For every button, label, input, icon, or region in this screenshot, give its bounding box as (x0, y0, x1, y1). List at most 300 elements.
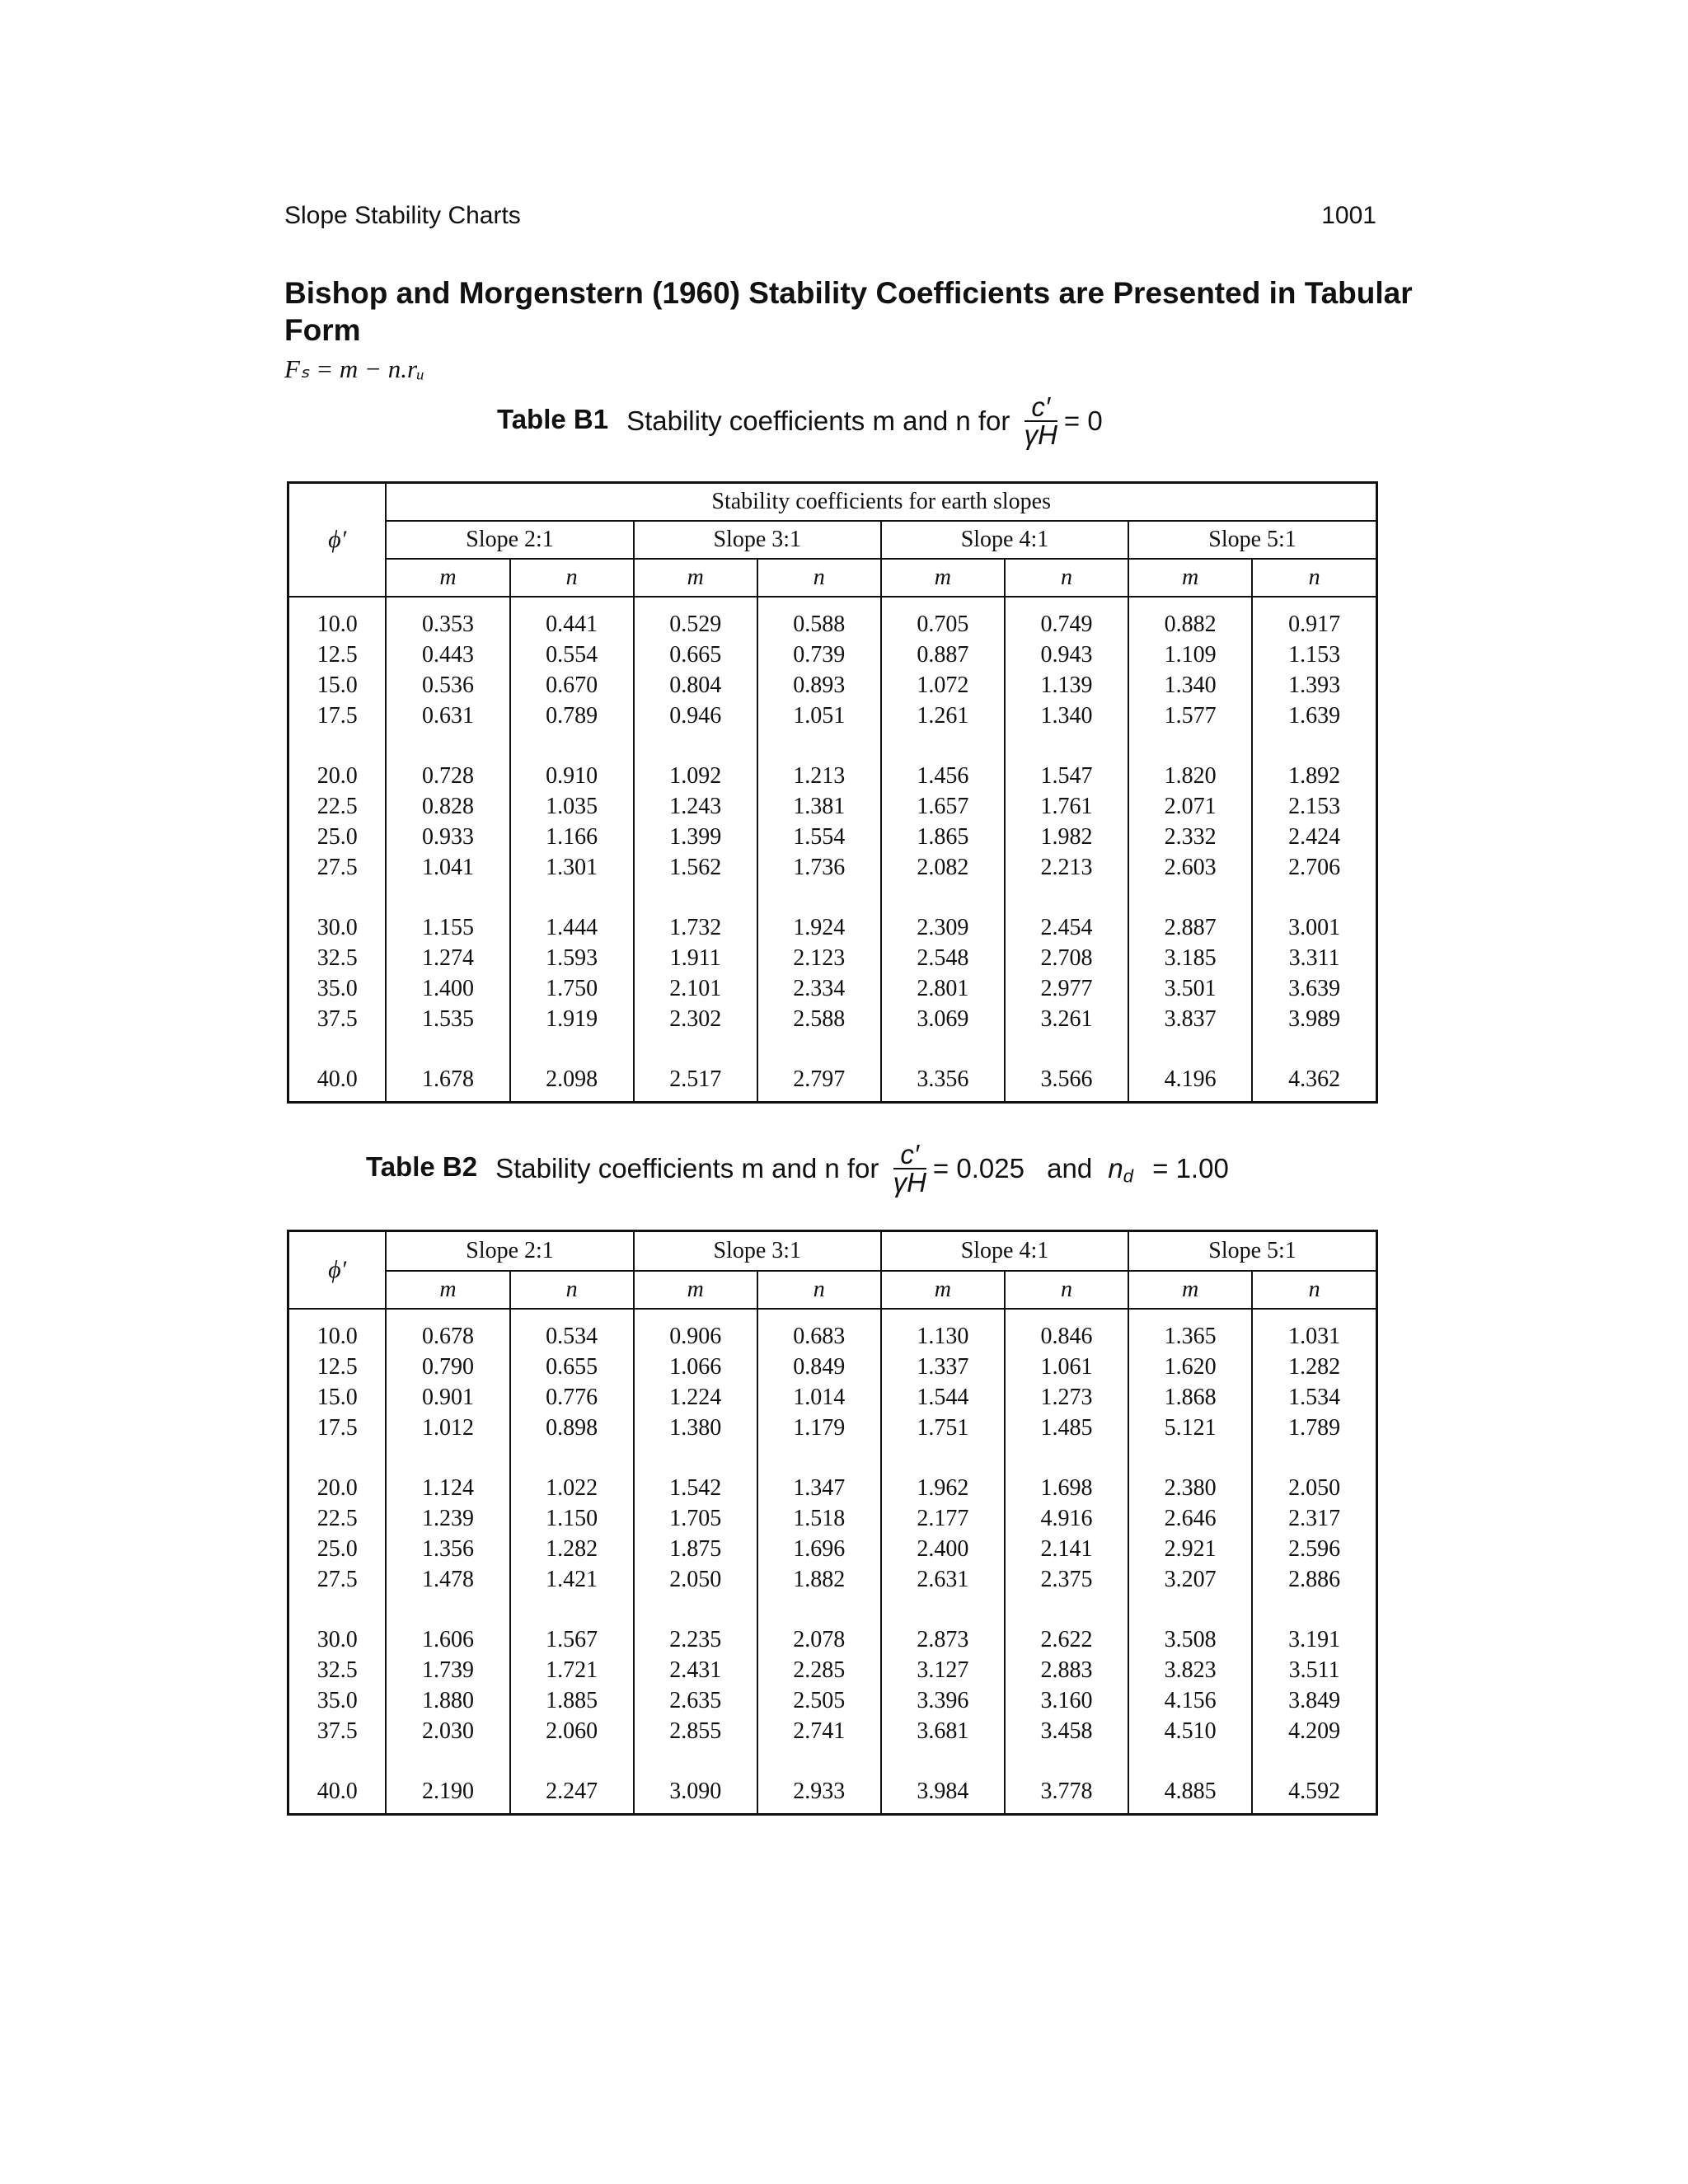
table-b2-label: Table B2 (366, 1151, 478, 1182)
n-cell: 1.485 (1005, 1413, 1128, 1443)
n-cell: 2.596 (1252, 1534, 1376, 1564)
n-cell: 0.910 (510, 731, 634, 791)
n-header: n (510, 559, 634, 597)
n-cell: 2.334 (757, 973, 881, 1004)
m-cell: 0.631 (386, 701, 509, 731)
n-cell: 2.060 (510, 1716, 634, 1746)
n-cell: 2.977 (1005, 973, 1128, 1004)
phi-cell: 15.0 (288, 670, 387, 701)
n-cell: 2.741 (757, 1716, 881, 1746)
n-cell: 2.424 (1252, 822, 1376, 852)
m-cell: 1.012 (386, 1413, 509, 1443)
n-header: n (1252, 559, 1376, 597)
slope-header: Slope 4:1 (881, 521, 1128, 559)
m-cell: 1.243 (634, 791, 757, 822)
table-row (288, 1309, 1377, 1352)
m-cell: 0.933 (386, 822, 509, 852)
running-header (284, 202, 1376, 230)
fraction-denominator: γH (893, 1167, 926, 1197)
m-cell: 2.855 (634, 1716, 757, 1746)
m-cell: 3.501 (1128, 973, 1252, 1004)
m-cell: 1.880 (386, 1685, 509, 1716)
m-cell: 3.356 (881, 1034, 1005, 1103)
m-cell: 2.646 (1128, 1503, 1252, 1534)
m-cell: 0.665 (634, 640, 757, 670)
table-row (288, 791, 1377, 822)
n-cell: 3.458 (1005, 1716, 1128, 1746)
phi-cell: 40.0 (288, 1746, 387, 1815)
n-cell: 0.588 (757, 597, 881, 640)
phi-cell: 35.0 (288, 973, 387, 1004)
n-header: n (757, 559, 881, 597)
table-row (288, 1685, 1377, 1716)
n-cell: 1.639 (1252, 701, 1376, 731)
m-cell: 2.431 (634, 1655, 757, 1685)
n-cell: 1.153 (1252, 640, 1376, 670)
table-row (288, 1443, 1377, 1503)
m-cell: 0.705 (881, 597, 1005, 640)
table-b2-caption-tail: = 0.025 (932, 1153, 1025, 1183)
n-cell: 0.534 (510, 1309, 634, 1352)
m-cell: 2.050 (634, 1564, 757, 1595)
n-cell: 1.982 (1005, 822, 1128, 852)
phi-cell: 20.0 (288, 731, 387, 791)
section-heading: Bishop and Morgenstern (1960) Stability Coefficients are Presented in Tabular Form (284, 276, 1413, 347)
table-b1-label: Table B1 (497, 403, 609, 434)
table-b2-body (288, 1309, 1377, 1815)
m-cell: 1.875 (634, 1534, 757, 1564)
m-cell: 1.732 (634, 883, 757, 943)
table-row (288, 1503, 1377, 1534)
n-cell: 2.153 (1252, 791, 1376, 822)
n-header: n (757, 1271, 881, 1309)
phi-cell: 27.5 (288, 852, 387, 883)
m-header: m (881, 1271, 1005, 1309)
n-cell: 1.518 (757, 1503, 881, 1534)
table-b1-caption-text: Stability coefficients m and n for (626, 405, 1010, 436)
m-header: m (1128, 1271, 1252, 1309)
n-cell: 0.739 (757, 640, 881, 670)
n-cell: 2.247 (510, 1746, 634, 1815)
n-cell: 1.698 (1005, 1443, 1128, 1503)
n-cell: 0.670 (510, 670, 634, 701)
m-cell: 0.678 (386, 1309, 509, 1352)
table-b1-fraction (1024, 391, 1057, 450)
m-cell: 0.536 (386, 670, 509, 701)
n-cell: 3.511 (1252, 1655, 1376, 1685)
m-cell: 1.739 (386, 1655, 509, 1685)
n-header: n (1005, 559, 1128, 597)
n-cell: 0.898 (510, 1413, 634, 1443)
m-cell: 4.885 (1128, 1746, 1252, 1815)
m-cell: 1.155 (386, 883, 509, 943)
phi-cell: 27.5 (288, 1564, 387, 1595)
m-cell: 2.603 (1128, 852, 1252, 883)
m-cell: 1.340 (1128, 670, 1252, 701)
m-cell: 1.705 (634, 1503, 757, 1534)
n-cell: 0.789 (510, 701, 634, 731)
m-cell: 2.030 (386, 1716, 509, 1746)
m-cell: 1.109 (1128, 640, 1252, 670)
n-cell: 3.191 (1252, 1595, 1376, 1655)
n-cell: 1.061 (1005, 1352, 1128, 1382)
m-cell: 0.906 (634, 1309, 757, 1352)
slope-header: Slope 2:1 (386, 1231, 633, 1272)
n-cell: 1.393 (1252, 670, 1376, 701)
m-cell: 1.865 (881, 822, 1005, 852)
n-cell: 0.749 (1005, 597, 1128, 640)
page-number: 1001 (1321, 202, 1376, 229)
m-cell: 0.882 (1128, 597, 1252, 640)
m-header: m (386, 559, 509, 597)
n-cell: 1.179 (757, 1413, 881, 1443)
m-cell: 1.337 (881, 1352, 1005, 1382)
running-title: Slope Stability Charts (284, 202, 521, 229)
m-cell: 3.837 (1128, 1004, 1252, 1034)
group-header: Stability coefficients for earth slopes (386, 483, 1376, 522)
m-cell: 3.185 (1128, 943, 1252, 973)
phi-cell: 30.0 (288, 1595, 387, 1655)
slope-header: Slope 5:1 (1128, 521, 1376, 559)
n-cell: 3.160 (1005, 1685, 1128, 1716)
table-row (288, 1746, 1377, 1815)
n-cell: 1.139 (1005, 670, 1128, 701)
n-cell: 2.505 (757, 1685, 881, 1716)
phi-cell: 15.0 (288, 1382, 387, 1413)
n-cell: 2.317 (1252, 1503, 1376, 1534)
n-cell: 1.696 (757, 1534, 881, 1564)
table-row (288, 701, 1377, 731)
table-b2-caption-and: and (1047, 1153, 1093, 1183)
m-cell: 1.606 (386, 1595, 509, 1655)
n-cell: 1.150 (510, 1503, 634, 1534)
m-cell: 2.190 (386, 1746, 509, 1815)
n-header: n (1005, 1271, 1128, 1309)
m-cell: 3.090 (634, 1746, 757, 1815)
n-cell: 0.683 (757, 1309, 881, 1352)
n-cell: 0.893 (757, 670, 881, 701)
table-row (288, 883, 1377, 943)
m-header: m (634, 559, 757, 597)
table-row (288, 1004, 1377, 1034)
n-cell: 2.050 (1252, 1443, 1376, 1503)
m-cell: 3.508 (1128, 1595, 1252, 1655)
n-cell: 2.078 (757, 1595, 881, 1655)
n-cell: 3.261 (1005, 1004, 1128, 1034)
n-cell: 1.721 (510, 1655, 634, 1685)
m-cell: 0.790 (386, 1352, 509, 1382)
m-cell: 2.302 (634, 1004, 757, 1034)
m-cell: 1.399 (634, 822, 757, 852)
table-row (288, 640, 1377, 670)
n-cell: 4.916 (1005, 1503, 1128, 1534)
table-row (288, 973, 1377, 1004)
n-cell: 0.943 (1005, 640, 1128, 670)
m-cell: 0.887 (881, 640, 1005, 670)
n-cell: 1.444 (510, 883, 634, 943)
m-cell: 0.946 (634, 701, 757, 731)
m-cell: 1.092 (634, 731, 757, 791)
n-cell: 1.534 (1252, 1382, 1376, 1413)
m-cell: 2.332 (1128, 822, 1252, 852)
slope-header: Slope 5:1 (1128, 1231, 1376, 1272)
table-b1-body (288, 597, 1377, 1103)
n-cell: 2.213 (1005, 852, 1128, 883)
m-cell: 0.529 (634, 597, 757, 640)
m-cell: 1.542 (634, 1443, 757, 1503)
table-row (288, 852, 1377, 883)
m-cell: 2.177 (881, 1503, 1005, 1534)
slope-header: Slope 4:1 (881, 1231, 1128, 1272)
m-cell: 4.156 (1128, 1685, 1252, 1716)
n-cell: 3.639 (1252, 973, 1376, 1004)
table-row (288, 1382, 1377, 1413)
phi-cell: 32.5 (288, 1655, 387, 1685)
table-row (288, 943, 1377, 973)
m-header: m (881, 559, 1005, 597)
m-cell: 1.400 (386, 973, 509, 1004)
m-cell: 1.577 (1128, 701, 1252, 731)
n-cell: 3.311 (1252, 943, 1376, 973)
m-cell: 2.873 (881, 1595, 1005, 1655)
n-cell: 1.736 (757, 852, 881, 883)
m-cell: 1.261 (881, 701, 1005, 731)
m-cell: 2.309 (881, 883, 1005, 943)
table-b2-caption (366, 1141, 1229, 1196)
n-cell: 2.098 (510, 1034, 634, 1103)
n-cell: 2.708 (1005, 943, 1128, 973)
n-cell: 3.566 (1005, 1034, 1128, 1103)
n-cell: 1.166 (510, 822, 634, 852)
table-row (288, 1595, 1377, 1655)
m-cell: 1.620 (1128, 1352, 1252, 1382)
m-cell: 0.728 (386, 731, 509, 791)
n-cell: 1.789 (1252, 1413, 1376, 1443)
table-b1-caption-tail: = 0 (1063, 405, 1103, 436)
m-cell: 3.396 (881, 1685, 1005, 1716)
fraction-numerator: c′ (893, 1141, 926, 1169)
m-cell: 3.681 (881, 1716, 1005, 1746)
n-cell: 0.776 (510, 1382, 634, 1413)
n-cell: 3.989 (1252, 1004, 1376, 1034)
nd-symbol: n (1108, 1153, 1123, 1183)
n-cell: 1.593 (510, 943, 634, 973)
n-cell: 1.014 (757, 1382, 881, 1413)
phi-cell: 12.5 (288, 1352, 387, 1382)
n-cell: 1.051 (757, 701, 881, 731)
phi-cell: 10.0 (288, 1309, 387, 1352)
n-cell: 2.797 (757, 1034, 881, 1103)
m-cell: 4.510 (1128, 1716, 1252, 1746)
n-cell: 3.001 (1252, 883, 1376, 943)
m-header: m (634, 1271, 757, 1309)
phi-cell: 17.5 (288, 701, 387, 731)
table-row (288, 1352, 1377, 1382)
factor-of-safety-formula: Fₛ = m − n.rᵤ (284, 354, 425, 383)
n-cell: 2.933 (757, 1746, 881, 1815)
n-cell: 3.778 (1005, 1746, 1128, 1815)
n-cell: 1.035 (510, 791, 634, 822)
n-cell: 2.706 (1252, 852, 1376, 883)
phi-cell: 17.5 (288, 1413, 387, 1443)
n-cell: 2.454 (1005, 883, 1128, 943)
m-cell: 3.984 (881, 1746, 1005, 1815)
m-cell: 3.823 (1128, 1655, 1252, 1685)
n-cell: 1.022 (510, 1443, 634, 1503)
m-cell: 2.631 (881, 1564, 1005, 1595)
m-cell: 2.517 (634, 1034, 757, 1103)
n-cell: 0.917 (1252, 597, 1376, 640)
m-cell: 2.071 (1128, 791, 1252, 822)
n-cell: 2.123 (757, 943, 881, 973)
m-cell: 2.635 (634, 1685, 757, 1716)
m-cell: 1.535 (386, 1004, 509, 1034)
m-cell: 1.239 (386, 1503, 509, 1534)
table-row (288, 1655, 1377, 1685)
phi-cell: 22.5 (288, 791, 387, 822)
m-cell: 1.544 (881, 1382, 1005, 1413)
phi-header: ϕ′ (288, 483, 387, 598)
n-cell: 0.655 (510, 1352, 634, 1382)
table-b2 (287, 1230, 1378, 1816)
phi-cell: 25.0 (288, 822, 387, 852)
phi-cell: 32.5 (288, 943, 387, 973)
slope-header: Slope 3:1 (634, 521, 881, 559)
m-cell: 2.548 (881, 943, 1005, 973)
n-cell: 1.885 (510, 1685, 634, 1716)
m-cell: 1.274 (386, 943, 509, 973)
m-cell: 3.127 (881, 1655, 1005, 1685)
m-cell: 2.887 (1128, 883, 1252, 943)
m-cell: 2.101 (634, 973, 757, 1004)
m-cell: 1.130 (881, 1309, 1005, 1352)
slope-header: Slope 2:1 (386, 521, 633, 559)
phi-cell: 40.0 (288, 1034, 387, 1103)
n-cell: 1.761 (1005, 791, 1128, 822)
phi-cell: 20.0 (288, 1443, 387, 1503)
m-cell: 1.911 (634, 943, 757, 973)
n-cell: 1.919 (510, 1004, 634, 1034)
table-row (288, 670, 1377, 701)
m-cell: 1.456 (881, 731, 1005, 791)
m-cell: 2.400 (881, 1534, 1005, 1564)
m-cell: 1.478 (386, 1564, 509, 1595)
phi-cell: 25.0 (288, 1534, 387, 1564)
m-cell: 1.820 (1128, 731, 1252, 791)
m-cell: 2.082 (881, 852, 1005, 883)
m-cell: 4.196 (1128, 1034, 1252, 1103)
n-cell: 2.588 (757, 1004, 881, 1034)
m-cell: 1.657 (881, 791, 1005, 822)
table-b1 (287, 481, 1378, 1104)
n-cell: 2.141 (1005, 1534, 1128, 1564)
n-cell: 3.849 (1252, 1685, 1376, 1716)
n-cell: 1.421 (510, 1564, 634, 1595)
n-cell: 1.750 (510, 973, 634, 1004)
n-cell: 4.362 (1252, 1034, 1376, 1103)
table-b2-fraction (893, 1141, 926, 1196)
table-b1-caption (497, 391, 1103, 450)
phi-cell: 10.0 (288, 597, 387, 640)
m-header: m (386, 1271, 509, 1309)
table-row (288, 1534, 1377, 1564)
n-cell: 1.213 (757, 731, 881, 791)
n-cell: 2.375 (1005, 1564, 1128, 1595)
n-cell: 1.340 (1005, 701, 1128, 731)
n-cell: 1.282 (1252, 1352, 1376, 1382)
m-cell: 1.751 (881, 1413, 1005, 1443)
n-cell: 1.924 (757, 883, 881, 943)
n-cell: 0.846 (1005, 1309, 1128, 1352)
n-cell: 2.886 (1252, 1564, 1376, 1595)
phi-cell: 22.5 (288, 1503, 387, 1534)
m-cell: 1.962 (881, 1443, 1005, 1503)
n-cell: 1.031 (1252, 1309, 1376, 1352)
table-b2-caption-text: Stability coefficients m and n for (495, 1153, 879, 1183)
phi-cell: 37.5 (288, 1716, 387, 1746)
n-cell: 1.882 (757, 1564, 881, 1595)
n-cell: 1.547 (1005, 731, 1128, 791)
m-cell: 2.380 (1128, 1443, 1252, 1503)
fraction-denominator: γH (1024, 419, 1057, 450)
n-header: n (1252, 1271, 1376, 1309)
table-row (288, 1564, 1377, 1595)
m-cell: 0.828 (386, 791, 509, 822)
n-cell: 1.282 (510, 1534, 634, 1564)
phi-cell: 12.5 (288, 640, 387, 670)
m-cell: 1.072 (881, 670, 1005, 701)
nd-subscript: d (1123, 1165, 1133, 1187)
m-header: m (1128, 559, 1252, 597)
n-cell: 0.849 (757, 1352, 881, 1382)
m-cell: 1.365 (1128, 1309, 1252, 1352)
phi-cell: 37.5 (288, 1004, 387, 1034)
m-cell: 0.353 (386, 597, 509, 640)
m-cell: 0.804 (634, 670, 757, 701)
fraction-numerator: c′ (1025, 394, 1057, 422)
table-row (288, 822, 1377, 852)
m-cell: 1.066 (634, 1352, 757, 1382)
table-row (288, 1413, 1377, 1443)
n-cell: 1.301 (510, 852, 634, 883)
m-cell: 1.678 (386, 1034, 509, 1103)
m-cell: 2.921 (1128, 1534, 1252, 1564)
n-cell: 4.209 (1252, 1716, 1376, 1746)
m-cell: 1.041 (386, 852, 509, 883)
n-cell: 2.285 (757, 1655, 881, 1685)
n-header: n (510, 1271, 634, 1309)
n-cell: 0.441 (510, 597, 634, 640)
m-cell: 2.235 (634, 1595, 757, 1655)
m-cell: 1.868 (1128, 1382, 1252, 1413)
n-cell: 4.592 (1252, 1746, 1376, 1815)
slope-header: Slope 3:1 (634, 1231, 881, 1272)
n-cell: 2.883 (1005, 1655, 1128, 1685)
m-cell: 3.069 (881, 1004, 1005, 1034)
m-cell: 1.224 (634, 1382, 757, 1413)
m-cell: 0.443 (386, 640, 509, 670)
n-cell: 1.892 (1252, 731, 1376, 791)
m-cell: 0.901 (386, 1382, 509, 1413)
phi-cell: 30.0 (288, 883, 387, 943)
n-cell: 1.554 (757, 822, 881, 852)
n-cell: 1.347 (757, 1443, 881, 1503)
table-row (288, 1034, 1377, 1103)
table-row (288, 597, 1377, 640)
m-cell: 2.801 (881, 973, 1005, 1004)
m-cell: 1.380 (634, 1413, 757, 1443)
n-cell: 1.273 (1005, 1382, 1128, 1413)
